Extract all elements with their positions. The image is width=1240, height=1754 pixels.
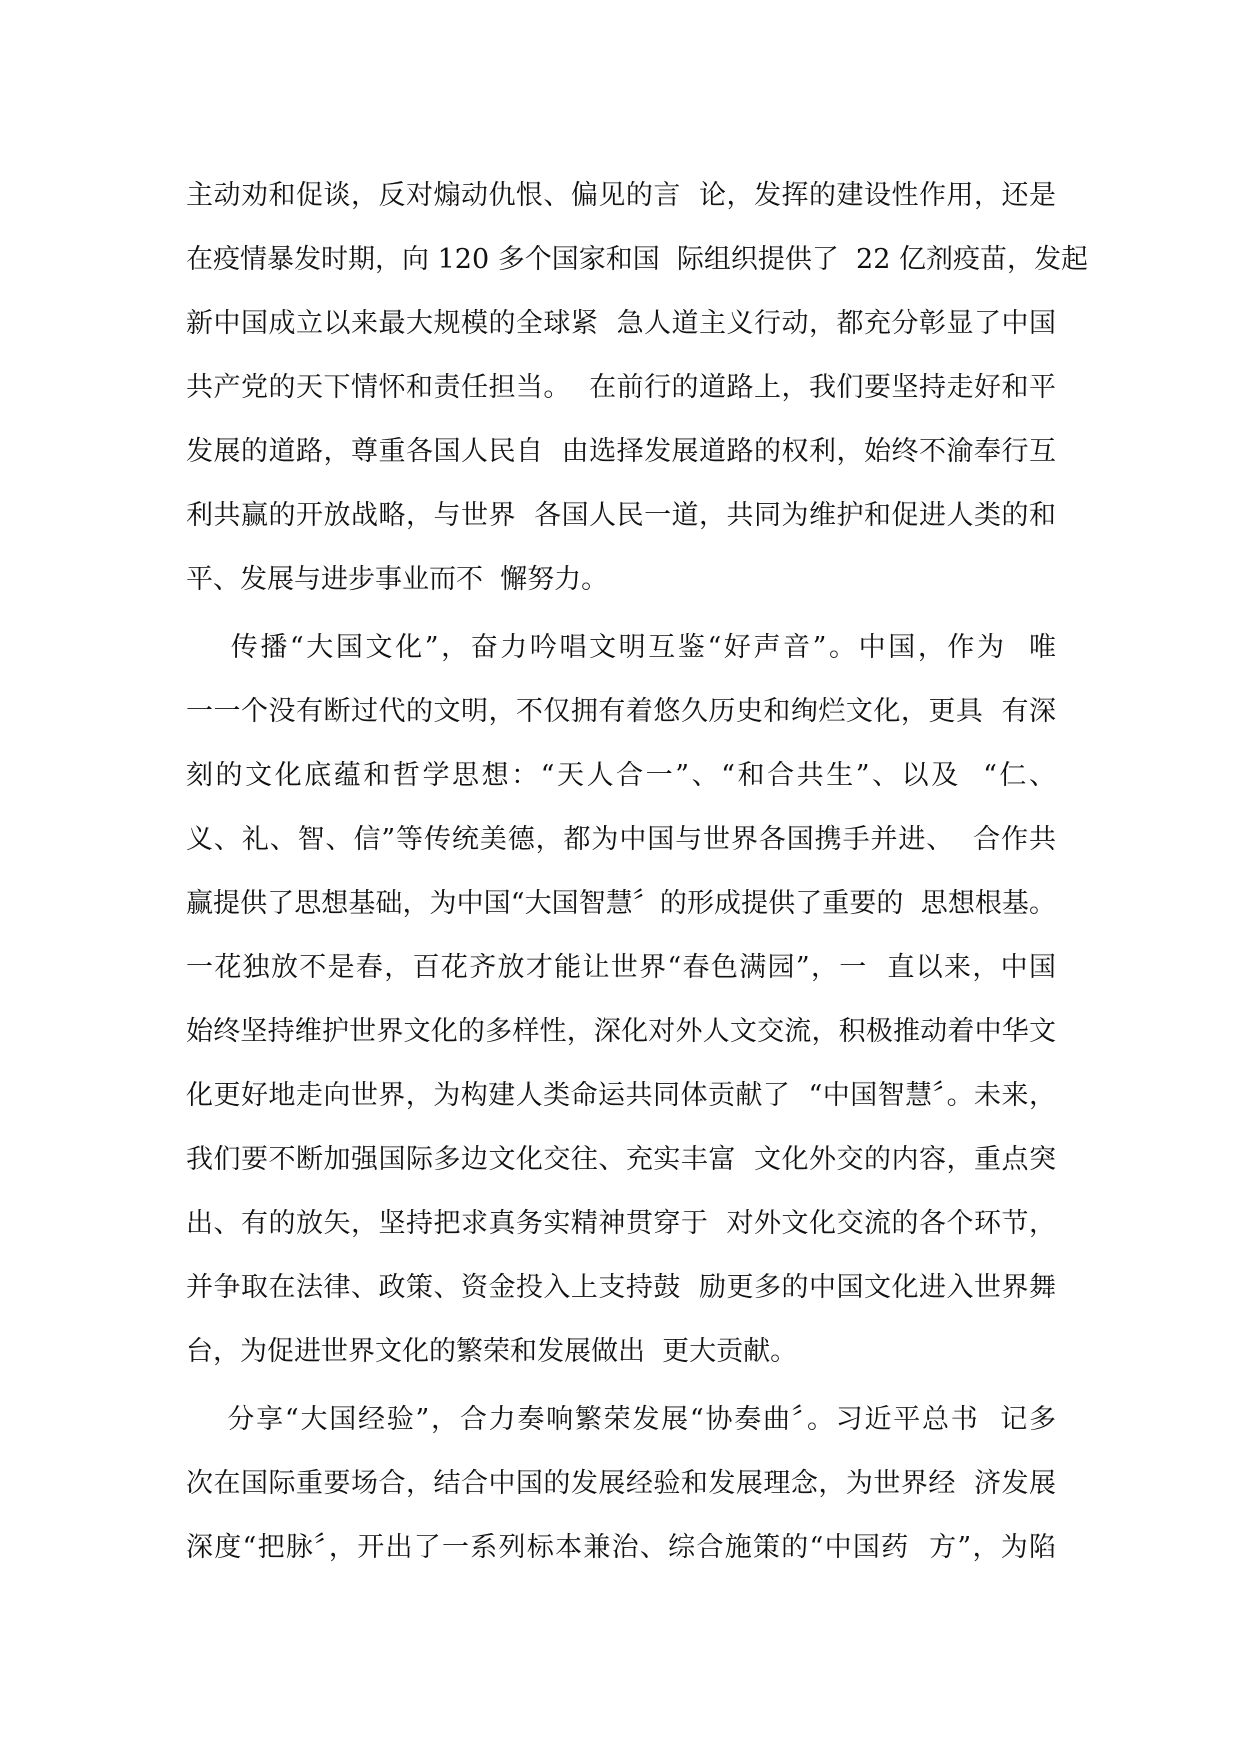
text-line: 发展的道路，尊重各国人民自 由选择发展道路的权利，始终不渝奉行互	[186, 436, 1056, 467]
text-line: 平、发展与进步事业而不 懈努力。	[186, 564, 609, 595]
text-line: 新中国成立以来最大规模的全球紧 急人道主义行动，都充分彰显了中国	[186, 308, 1056, 339]
text-line: 传播“大国文化”，奋力吟唱文明互鉴“好声音”。中国，作为 唯	[186, 632, 1056, 663]
text-line: 刻的文化底蕴和哲学思想：“天人合一”、“和合共生”、以及 “仁、	[186, 760, 1056, 791]
text-line: 台，为促进世界文化的繁荣和发展做出 更大贡献。	[186, 1336, 798, 1367]
text-line: 一一个没有断过代的文明，不仅拥有着悠久历史和绚烂文化，更具 有深	[186, 696, 1056, 727]
text-line: 我们要不断加强国际多边文化交往、充实丰富 文化外交的内容，重点突	[186, 1144, 1056, 1175]
text-line: 主动劝和促谈，反对煽动仇恨、偏见的言 论，发挥的建设性作用，还是	[186, 180, 1056, 211]
text-line: 化更好地走向世界，为构建人类命运共同体贡献了 “中国智慧〞。未来，	[186, 1080, 1056, 1111]
text-line: 赢提供了思想基础，为中国“大国智慧〞的形成提供了重要的 思想根基。	[186, 888, 1056, 919]
text-line: 一花独放不是春，百花齐放才能让世界“春色满园”，一 直以来，中国	[186, 952, 1056, 983]
text-line: 共产党的天下情怀和责任担当。 在前行的道路上，我们要坚持走好和平	[186, 372, 1056, 403]
text-line: 利共赢的开放战略，与世界 各国人民一道，共同为维护和促进人类的和	[186, 500, 1056, 531]
body-text	[186, 164, 1088, 1580]
text-line: 分享“大国经验”，合力奏响繁荣发展“协奏曲〞。习近平总书 记多	[186, 1404, 1056, 1435]
paragraph-3	[186, 1388, 1056, 1580]
text-line: 并争取在法律、政策、资金投入上支持鼓 励更多的中国文化进入世界舞	[186, 1272, 1056, 1303]
text-line: 次在国际重要场合，结合中国的发展经验和发展理念，为世界经 济发展	[186, 1468, 1056, 1499]
paragraph-1	[186, 164, 1088, 612]
text-line: 义、礼、智、信”等传统美德，都为中国与世界各国携手并进、 合作共	[186, 824, 1056, 855]
text-line: 始终坚持维护世界文化的多样性，深化对外人文交流，积极推动着中华文	[186, 1016, 1056, 1047]
text-line: 在疫情暴发时期，向 120 多个国家和国 际组织提供了 22 亿剂疫苗，发起	[186, 244, 1088, 275]
text-line: 出、有的放矢，坚持把求真务实精神贯穿于 对外文化交流的各个环节，	[186, 1208, 1056, 1239]
text-line: 深度“把脉〞，开出了一系列标本兼治、综合施策的“中国药 方”，为陷	[186, 1532, 1056, 1563]
paragraph-2	[186, 616, 1056, 1384]
